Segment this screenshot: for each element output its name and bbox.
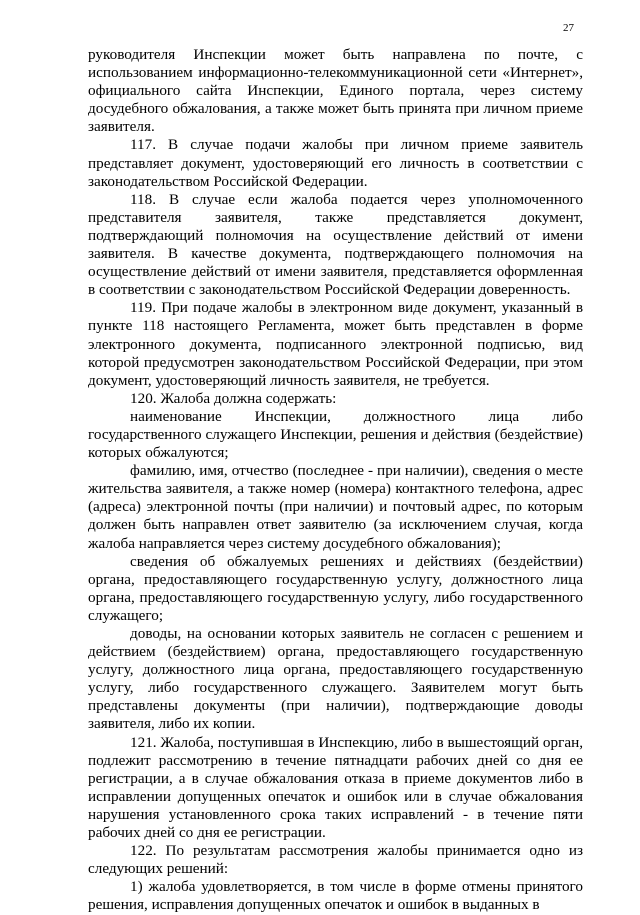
paragraph-continuation: руководителя Инспекции может быть направлена по почте, с использованием информационно-телекоммуникационной сети «Интернет», официального сайта Инспекции, Единого портала, через систему досудебного обжалования, а также может быть принята при личном приеме заявителя. xyxy=(88,46,583,136)
paragraph-120-item-decisions: сведения об обжалуемых решениях и действиях (бездействии) органа, предоставляющего государственную услугу, должностного лица органа, предоставляющего государственную услугу, либо государственного служащего; xyxy=(88,552,583,624)
paragraph-118: 118. В случае если жалоба подается через уполномоченного представителя заявителя, также представляется документ, подтверждающий полномочия на осуществление действий от имени заявителя. В качестве документа, подтверждающего полномочия на осуществление действий от имени заявителя, представляется оформленная в соответствии с законодательством Российской Федерации доверенность. xyxy=(88,190,583,299)
paragraph-119: 119. При подаче жалобы в электронном виде документ, указанный в пункте 118 настоящего Регламента, может быть представлен в форме электронного документа, подписанного электронной подписью, вид которой предусмотрен законодательством Российской Федерации, при этом документ, удостоверяющий личность заявителя, не требуется. xyxy=(88,299,583,389)
page-number: 27 xyxy=(563,22,574,34)
document-body xyxy=(88,46,583,915)
paragraph-122-item-1: 1) жалоба удовлетворяется, в том числе в форме отмены принятого решения, исправления допущенных опечаток и ошибок в выданных в xyxy=(88,878,583,914)
paragraph-120-item-name: наименование Инспекции, должностного лица либо государственного служащего Инспекции, решения и действия (бездействие) которых обжалуются; xyxy=(88,407,583,462)
paragraph-117: 117. В случае подачи жалобы при личном приеме заявитель представляет документ, удостоверяющий его личность в соответствии с законодательством Российской Федерации. xyxy=(88,136,583,190)
paragraph-121: 121. Жалоба, поступившая в Инспекцию, либо в вышестоящий орган, подлежит рассмотрению в течение пятнадцати рабочих дней со дня ее регистрации, а в случае обжалования отказа в приеме документов либо в исправлении допущенных опечаток и ошибок или в случае обжалования нарушения установленного срока таких исправлений - в течение пяти рабочих дней со дня ее регистрации. xyxy=(88,733,583,842)
paragraph-122: 122. По результатам рассмотрения жалобы принимается одно из следующих решений: xyxy=(88,842,583,878)
paragraph-120-item-applicant: фамилию, имя, отчество (последнее - при наличии), сведения о месте жительства заявителя, а также номер (номера) контактного телефона, адрес (адреса) электронной почты (при наличии) и почтовый адрес, по которым должен быть направлен ответ заявителю (за исключением случая, когда жалоба направляется через систему досудебного обжалования); xyxy=(88,462,583,552)
paragraph-120: 120. Жалоба должна содержать: xyxy=(130,389,337,407)
paragraph-120-item-arguments: доводы, на основании которых заявитель не согласен с решением и действием (бездействием) органа, предоставляющего государственную услугу, должностного лица органа, предоставляющего государственную услугу, либо государственного служащего. Заявителем могут быть представлены документы (при наличии), подтверждающие доводы заявителя, либо их копии. xyxy=(88,625,583,733)
